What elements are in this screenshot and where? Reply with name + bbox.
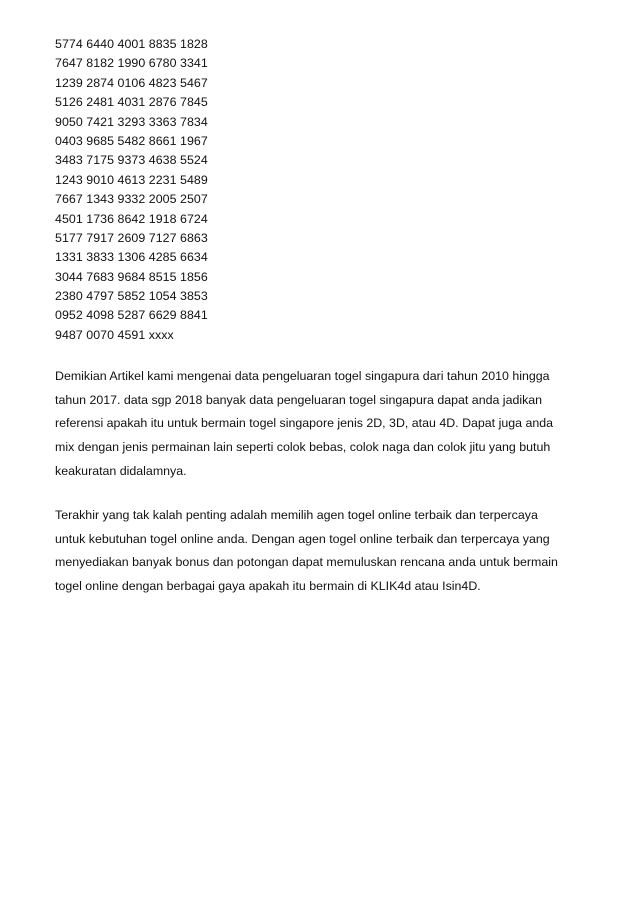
- number-row: 3044 7683 9684 8515 1856: [55, 269, 208, 284]
- number-row: 3483 7175 9373 4638 5524: [55, 153, 208, 168]
- number-row: 9050 7421 3293 3363 7834: [55, 114, 208, 129]
- number-row: 5126 2481 4031 2876 7845: [55, 95, 208, 110]
- paragraph-line: togel online dengan berbagai gaya apakah itu bermain di KLIK4d atau Isin4D.: [55, 579, 481, 593]
- paragraph-line: untuk kebutuhan togel online anda. Dengan agen togel online terbaik dan terpercaya yang: [55, 531, 550, 546]
- document-content: [55, 35, 595, 599]
- paragraph-line: Terakhir yang tak kalah penting adalah memilih agen togel online terbaik dan terpercaya: [55, 508, 538, 523]
- agent-paragraph: [55, 504, 595, 598]
- paragraph-line: Demikian Artikel kami mengenai data pengeluaran togel singapura dari tahun 2010 hingga: [55, 369, 550, 384]
- number-row: 1239 2874 0106 4823 5467: [55, 75, 208, 90]
- paragraph-line: keakuratan didalamnya.: [55, 463, 187, 478]
- paragraph-line: tahun 2017. data sgp 2018 banyak data pengeluaran togel singapura dapat anda jadikan: [55, 392, 543, 407]
- number-row: 7667 1343 9332 2005 2507: [55, 192, 208, 207]
- number-row: 1243 9010 4613 2231 5489: [55, 172, 208, 187]
- number-row: 1331 3833 1306 4285 6634: [55, 250, 208, 265]
- paragraph-line: mix dengan jenis permainan lain seperti colok bebas, colok naga dan colok jitu yang butuh: [55, 440, 551, 455]
- number-row: 9487 0070 4591 xxxx: [55, 327, 174, 342]
- closing-paragraph: [55, 365, 595, 483]
- paragraph-line: referensi apakah itu untuk bermain togel singapore jenis 2D, 3D, atau 4D. Dapat juga anda: [55, 416, 554, 431]
- number-row: 7647 8182 1990 6780 3341: [55, 56, 208, 71]
- number-row: 5177 7917 2609 7127 6863: [55, 230, 208, 245]
- number-row: 4501 1736 8642 1918 6724: [55, 211, 208, 226]
- paragraph-line: menyediakan banyak bonus dan potongan dapat memuluskan rencana anda untuk bermain: [55, 555, 558, 570]
- number-row: 5774 6440 4001 8835 1828: [55, 37, 208, 51]
- number-row: 0952 4098 5287 6629 8841: [55, 308, 208, 323]
- number-row: 2380 4797 5852 1054 3853: [55, 289, 208, 304]
- number-list: [55, 35, 595, 345]
- number-row: 0403 9685 5482 8661 1967: [55, 133, 208, 148]
